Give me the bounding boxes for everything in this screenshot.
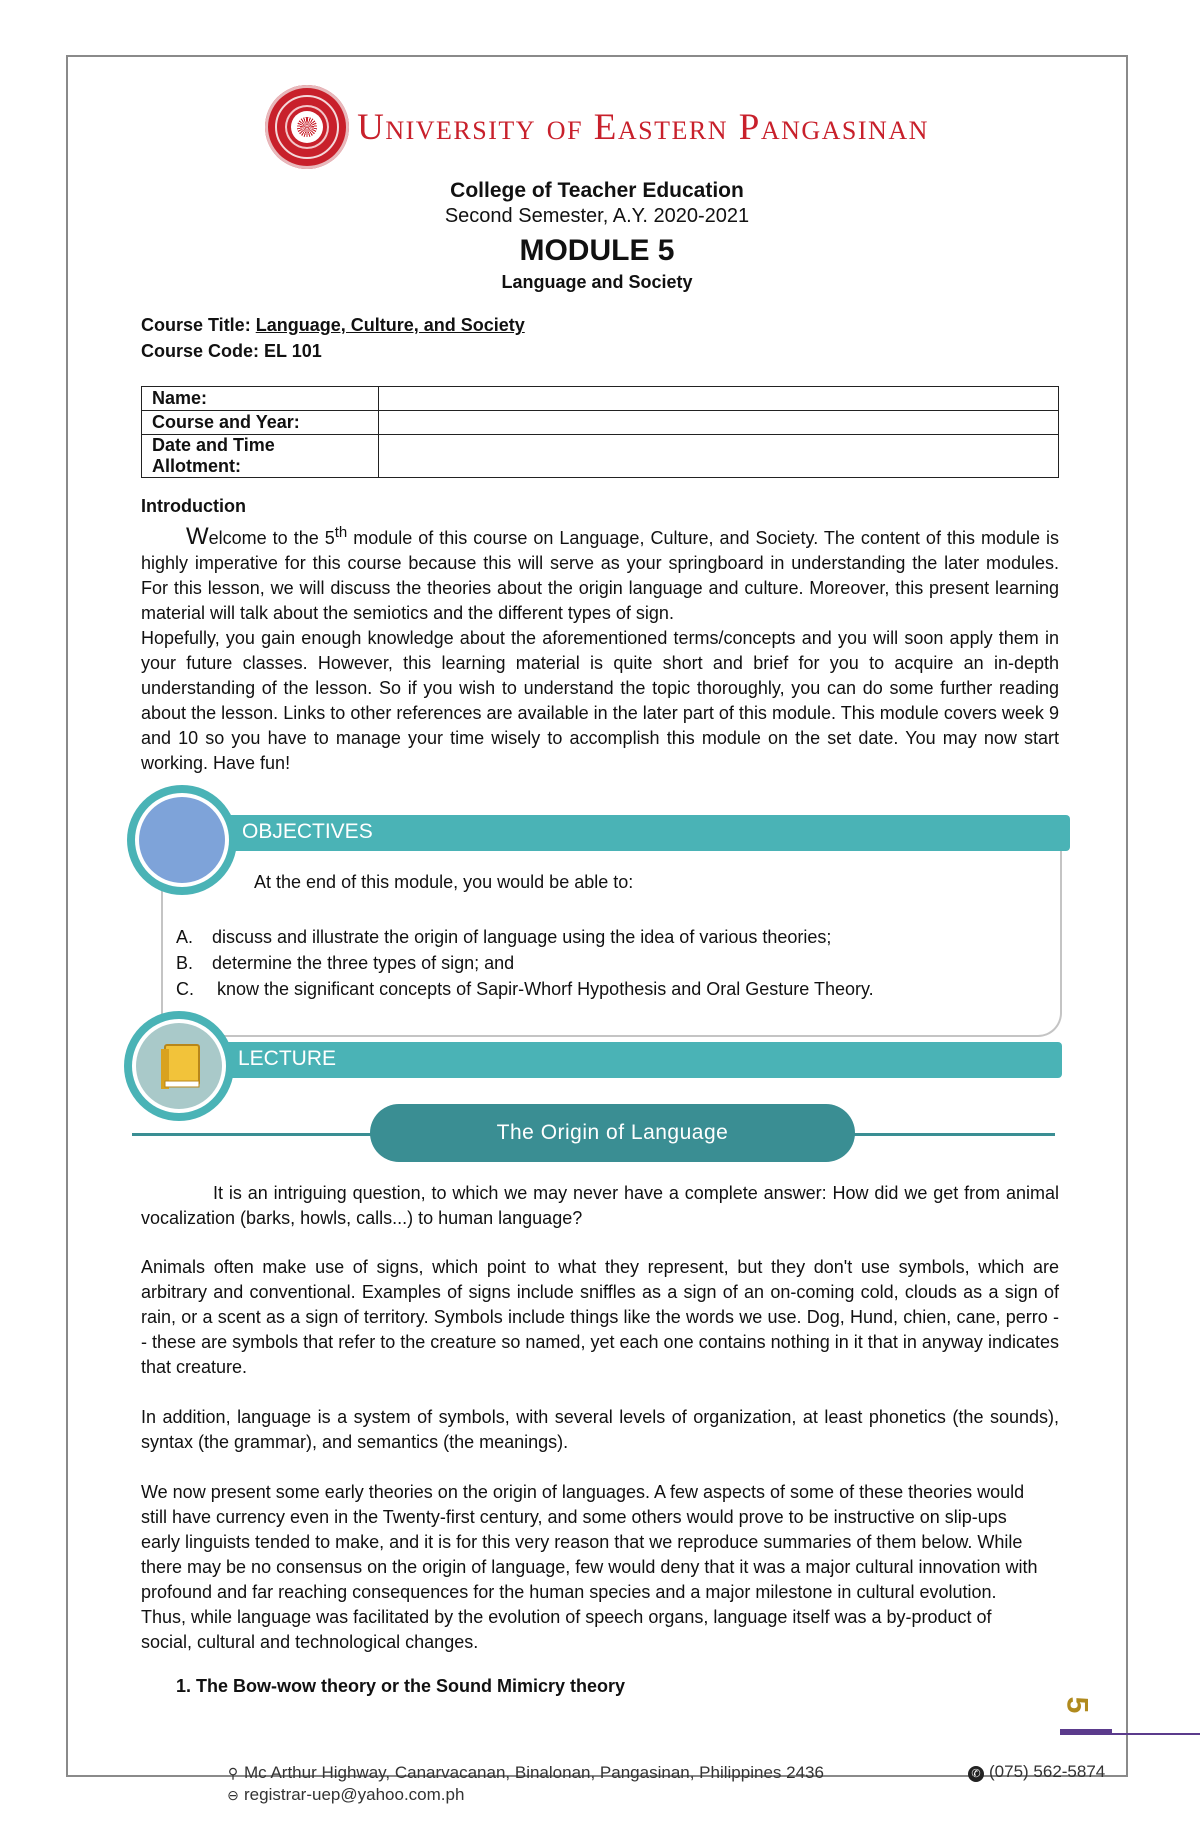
page-number-rule (1060, 1729, 1112, 1735)
module-title: MODULE 5 (519, 234, 675, 267)
item-text: know the significant concepts of Sapir-Whorf Hypothesis and Oral Gesture Theory. (212, 979, 874, 999)
name-field[interactable] (379, 387, 1059, 411)
university-name: University of Eastern Pangasinan (357, 106, 929, 148)
logo-row (66, 85, 1128, 169)
email-icon: ⊖ (227, 1787, 239, 1803)
list-item (176, 950, 874, 976)
dropcap: W (186, 523, 209, 550)
university-seal-logo (265, 85, 349, 169)
divider-line-left (132, 1133, 382, 1136)
date-time-label: Date and Time Allotment: (142, 435, 379, 478)
intro-paragraph-1 (141, 520, 1059, 626)
course-title-line (141, 312, 525, 338)
blue-circle-icon (139, 797, 225, 883)
course-title-value: Language, Culture, and Society (255, 315, 525, 335)
footer-address-line (226, 1762, 824, 1784)
course-year-label: Course and Year: (142, 411, 379, 435)
objectives-bar (200, 815, 1070, 851)
item-text: discuss and illustrate the origin of language using the idea of various theories; (212, 927, 832, 947)
document-header (66, 85, 1128, 293)
intro-paragraph-2: Hopefully, you gain enough knowledge about the aforementioned terms/concepts and you will soon apply them in your future classes. However, this learning material is quite short and brief for you to acquire an in-depth understanding of the lesson. So if you wish to understand the topic thoroughly, you can do some further reading about the lesson. Links to other references are available in the later part of this module. This module covers week 9 and 10 so you have to manage your time wisely to accomplish this module on the set date. You may now start working. Have fun! (141, 628, 1059, 773)
lecture-bar (196, 1042, 1062, 1078)
course-year-field[interactable] (379, 411, 1059, 435)
footer-address: Mc Arthur Highway, Canarvacanan, Binalonan, Pangasinan, Philippines 2436 (244, 1763, 824, 1782)
location-pin-icon: ⚲ (227, 1765, 239, 1781)
intro-p1-b: module of this course on Language, Culture, and Society. The content of this module is highly imperative for this course because this will serve as your springboard in understanding the later modules. For this lesson, we will discuss the theories about the origin language and culture. Moreover, this present learning material will talk about the semiotics and the different types of sign. (141, 528, 1059, 623)
semester: Second Semester, A.Y. 2020-2021 (444, 205, 750, 227)
student-info-table (141, 386, 1059, 478)
table-row (142, 435, 1059, 478)
list-item (176, 976, 874, 1002)
paragraph: It is an intriguing question, to which we may never have a complete answer: How did we get from animal vocalization (barks, howls, calls...) to human language? (141, 1183, 1059, 1228)
book-icon (136, 1023, 222, 1109)
paragraph: In addition, language is a system of symbols, with several levels of organization, at least phonetics (the sounds), syntax (the grammar), and semantics (the meanings). (141, 1407, 1059, 1452)
section-title-pill: The Origin of Language (370, 1104, 855, 1162)
table-row (142, 411, 1059, 435)
date-time-field[interactable] (379, 435, 1059, 478)
phone-icon: ✆ (968, 1766, 984, 1782)
course-code-line (141, 338, 525, 364)
footer-phone-line (968, 1762, 1105, 1782)
list-item (176, 924, 874, 950)
item-letter: B. (176, 953, 194, 973)
module-subtitle: Language and Society (501, 272, 693, 292)
item-letter: C. (176, 979, 194, 999)
divider-line-right (845, 1133, 1055, 1136)
theory-heading: 1. The Bow-wow theory or the Sound Mimicry theory (176, 1676, 626, 1696)
lecture-paragraph-4 (141, 1480, 1046, 1655)
objectives-lead: At the end of this module, you would be able to: (254, 872, 634, 892)
page-number: 5 (1060, 1696, 1094, 1714)
item-letter: A. (176, 927, 194, 947)
item-text: determine the three types of sign; and (212, 953, 515, 973)
footer-email[interactable]: registrar-uep@yahoo.com.ph (244, 1785, 465, 1804)
lecture-heading: LECTURE (238, 1047, 337, 1070)
footer-phone: (075) 562-5874 (989, 1762, 1106, 1781)
course-code-label: Course Code: (141, 341, 265, 361)
lecture-paragraph-3 (141, 1405, 1059, 1455)
college-name: College of Teacher Education (450, 179, 744, 202)
objectives-heading: OBJECTIVES (242, 820, 373, 843)
page-number-rule-extension (1112, 1733, 1200, 1735)
course-info (141, 312, 525, 364)
footer-email-line (226, 1784, 824, 1806)
paragraph: We now present some early theories on the origin of languages. A few aspects of some of these theories would still have currency even in the Twenty-first century, and some others would prove to be instructive on slip-ups early linguists tended to make, and it is for this very reason that we reproduce summaries of them below. While there may be no consensus on the origin of language, few would deny that it was a major cultural innovation with profound and far reaching consequences for the human species and a major milestone in cultural evolution. Thus, while language was facilitated by the evolution of speech organs, language itself was a by-product of social, cultural and technological changes. (141, 1482, 1038, 1652)
intro-p1-sup: th (334, 524, 348, 541)
introduction-text (141, 520, 1059, 776)
name-label: Name: (142, 387, 379, 411)
objectives-list (176, 924, 874, 1002)
footer (226, 1762, 824, 1806)
lecture-paragraph-1 (141, 1181, 1059, 1231)
intro-p1-a: elcome to the 5 (208, 528, 335, 548)
lecture-paragraph-2 (141, 1255, 1059, 1380)
course-code-value: EL 101 (264, 341, 322, 361)
book-icon-circle (136, 1023, 222, 1109)
paragraph: Animals often make use of signs, which point to what they represent, but they don't use symbols, which are arbitrary and conventional. Examples of signs include sniffles as a sign of an on-coming cold, clouds as a sign of rain, or a scent as a sign of territory. Symbols include things like the words we use. Dog, Hund, chien, cane, perro -- these are symbols that refer to the creature so named, yet each one contains nothing in it that in anyway indicates that creature. (141, 1257, 1059, 1377)
course-title-label: Course Title: (141, 315, 256, 335)
introduction-heading: Introduction (141, 496, 246, 516)
lecture-badge (124, 1011, 234, 1121)
table-row (142, 387, 1059, 411)
objectives-badge (127, 785, 237, 895)
